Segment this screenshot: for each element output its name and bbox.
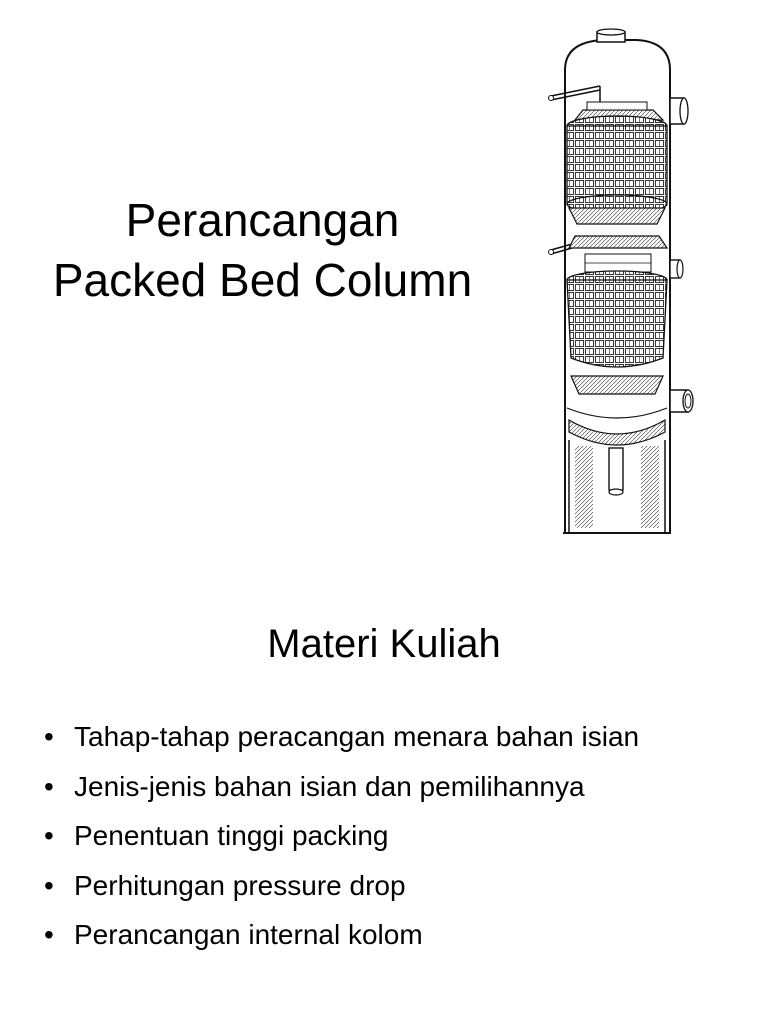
list-item [44,861,639,911]
slide-title [20,190,505,310]
content-slide [0,580,768,1024]
slide-heading: Materi Kuliah [267,622,501,666]
title-line-1: Perancangan [125,194,400,246]
list-item-text: Perancangan internal kolom [74,919,423,950]
bullet-list [44,712,639,960]
list-item [44,811,639,861]
list-item-text: Penentuan tinggi packing [74,820,389,851]
list-item-text: Jenis-jenis bahan isian dan pemilihannya [74,770,585,802]
bullet-icon: • [44,770,54,802]
bullet-icon: • [44,919,54,950]
bullet-icon: • [44,820,54,851]
list-item-text: Tahap-tahap peracangan menara bahan isian [74,721,640,752]
title-line-2: Packed Bed Column [52,254,473,306]
packed-column-illustration [545,28,695,548]
bullet-icon: • [44,869,54,901]
list-item [44,712,639,762]
list-item-text: Perhitungan pressure drop [74,869,406,901]
list-item [44,910,639,960]
bullet-icon: • [44,721,54,752]
list-item [44,762,639,812]
